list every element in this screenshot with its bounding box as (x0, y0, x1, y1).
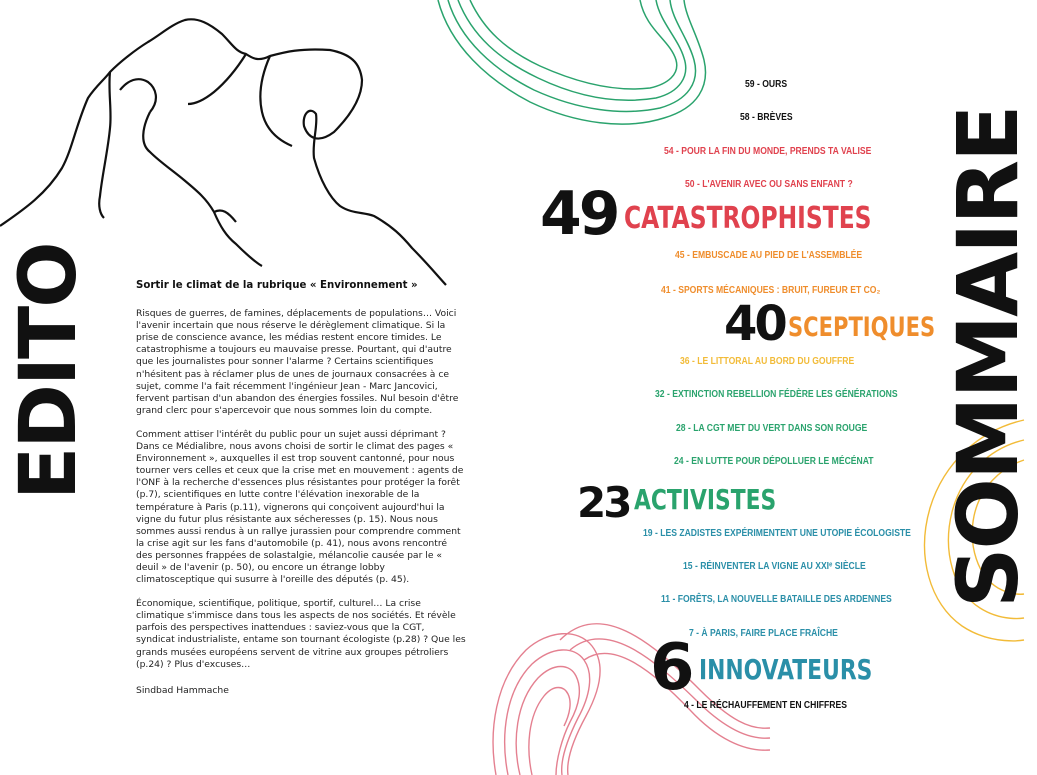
section-number-sceptiques: 40 (724, 296, 785, 352)
sommaire-entry[interactable]: 45 - EMBUSCADE AU PIED DE L'ASSEMBLÉE (675, 250, 863, 261)
edito-title: EDITO (4, 243, 94, 500)
sommaire-entry[interactable]: 54 - POUR LA FIN DU MONDE, PRENDS TA VALISE (664, 146, 872, 157)
edito-text-block (136, 280, 466, 697)
sommaire-entry[interactable]: 7 - À PARIS, FAIRE PLACE FRAÎCHE (689, 628, 838, 639)
green-contour-lines (438, 0, 705, 124)
section-number-innovateurs: 6 (650, 631, 692, 705)
section-number-catastrophistes: 49 (540, 179, 618, 249)
edito-signature: Sindbad Hammache (136, 684, 229, 696)
edito-headline: Sortir le climat de la rubrique « Environnement » (136, 280, 418, 291)
sommaire-entry[interactable]: 41 - SPORTS MÉCANIQUES : BRUIT, FUREUR ET CO₂ (661, 285, 881, 296)
sommaire-entry[interactable]: 24 - EN LUTTE POUR DÉPOLLUER LE MÉCÉNAT (674, 456, 874, 467)
sommaire-title: SOMMAIRE (939, 106, 1037, 608)
section-number-activistes: 23 (577, 478, 630, 527)
sommaire-entry[interactable]: 15 - RÉINVENTER LA VIGNE AU XXIᵉ SIÈCLE (683, 561, 866, 572)
section-title-catastrophistes[interactable]: CATASTROPHISTES (624, 201, 872, 236)
sommaire-entry[interactable]: 19 - LES ZADISTES EXPÉRIMENTENT UNE UTOPIE ÉCOLOGISTE (643, 528, 911, 539)
section-title-activistes[interactable]: ACTIVISTES (634, 483, 777, 516)
mountain-inner-contour (99, 54, 292, 266)
edito-paragraph-2: Comment attiser l'intérêt du public pour un sujet aussi déprimant ? Dans ce Médialibre, nous avons choisi de sortir le climat des pages « Environnement », auxquelles il est trop souvent cantonné, pour nous tourner vers celles et ceux que la crise met en mouvement : agents de l'ONF à la recherche d'essences plus résistantes pour protéger la forêt (p.7), scientifiques en lutte contre l'élévation inexorable de la température à Paris (p.11), vignerons qui conçoivent aujourd'hui la vigne du futur plus résistante aux sécheresses (p. 15). Nous nous sommes aussi rendus à un rallye jurassien pour comprendre comment la crise agit sur les fans d'automobile (p. 41), nous avons rencontré des personnes frappées de solastalgie, mélancolie causée par le « deuil » de l'avenir (p. 50), ou encore un étrange lobby climatosceptique qui susurre à l'oreille des députés (p. 45). (136, 428, 464, 586)
sommaire-entry[interactable]: 32 - EXTINCTION REBELLION FÉDÈRE LES GÉNÉRATIONS (655, 389, 898, 400)
sommaire-entry[interactable]: 59 - OURS (745, 79, 788, 90)
edito-paragraph-1: Risques de guerres, de famines, déplacements de populations… Voici l'avenir incertain que nous réserve le dérèglement climatique. Si la prise de conscience avance, les médias restent encore timides. Le catastrophisme a toujours eu mauvaise presse. Pourtant, qui d'autre que les journalistes pour sonner l'alarme ? Certains scientifiques n'hésitent pas à réclamer plus de unes de journaux consacrées à ce sujet, comme l'a fait récemment l'ingénieur Jean - Marc Jancovici, fervent partisan d'un abandon des énergies fossiles. Nul besoin d'être grand clerc pour s'apercevoir que nous sommes loin du compte. (136, 308, 459, 416)
sommaire-entry[interactable]: 36 - LE LITTORAL AU BORD DU GOUFFRE (680, 356, 855, 367)
mountain-ridge-line (120, 79, 156, 112)
sommaire-entry[interactable]: 50 - L'AVENIR AVEC OU SANS ENFANT ? (685, 179, 853, 190)
sommaire-entry[interactable]: 11 - FORÊTS, LA NOUVELLE BATAILLE DES ARDENNES (661, 594, 892, 605)
section-title-innovateurs[interactable]: INNOVATEURS (699, 653, 873, 686)
sommaire-entry[interactable]: 58 - BRÈVES (740, 112, 793, 123)
section-title-sceptiques[interactable]: SCEPTIQUES (788, 312, 936, 343)
edito-paragraph-3: Économique, scientifique, politique, sportif, culturel… La crise climatique s'immisce dans tous les aspects de nos sociétés. Et révèle parfois des perspectives inattendues : saviez-vous que la CGT, syndicat industrialiste, entame son tournant écologiste (p.28) ? Que les grands musées européens servent de vitrine aux groupes pétroliers (p.24) ? Plus d'excuses… (136, 598, 466, 670)
sommaire-entry[interactable]: 4 - LE RÉCHAUFFEMENT EN CHIFFRES (684, 700, 847, 711)
sommaire-entry[interactable]: 28 - LA CGT MET DU VERT DANS SON ROUGE (676, 423, 868, 434)
